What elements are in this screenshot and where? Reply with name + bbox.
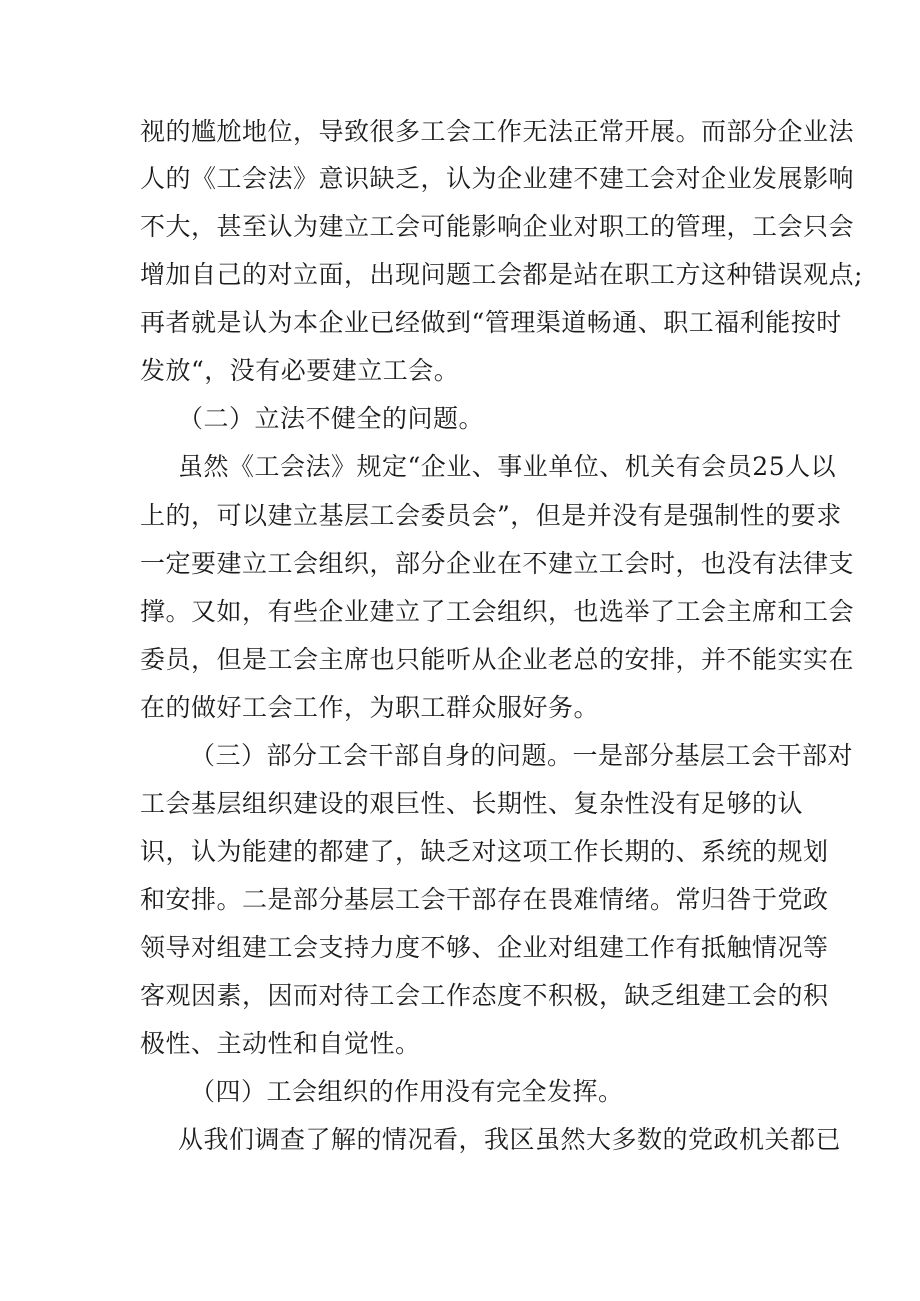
paragraph-line: 人的《工会法》意识缺乏，认为企业建不建工会对企业发展影响 bbox=[140, 164, 855, 193]
paragraph-line: 一定要建立工会组织，部分企业在不建立工会时，也没有法律支 bbox=[140, 549, 855, 578]
paragraph-line: 工会基层组织建设的艰巨性、长期性、复杂性没有足够的认 bbox=[140, 789, 804, 818]
paragraph-line: 从我们调查了解的情况看，我区虽然大多数的党政机关都已 bbox=[178, 1125, 842, 1154]
paragraph-line: 在的做好工会工作，为职工群众服好务。 bbox=[140, 693, 600, 722]
paragraph-line: 发放“，没有必要建立工会。 bbox=[140, 356, 460, 385]
paragraph-line: 识，认为能建的都建了，缺乏对这项工作长期的、系统的规划 bbox=[140, 837, 829, 866]
paragraph-line: 上的，可以建立基层工会委员会”，但是并没有是强制性的要求 bbox=[140, 501, 842, 530]
section-heading: （四）工会组织的作用没有完全发挥。 bbox=[190, 1077, 624, 1106]
section-heading: （三）部分工会干部自身的问题。一是部分基层工会干部对 bbox=[190, 741, 854, 770]
section-heading: （二）立法不健全的问题。 bbox=[178, 404, 485, 433]
paragraph-line: 客观因素，因而对待工会工作态度不积极，缺乏组建工会的积 bbox=[140, 981, 829, 1010]
paragraph-line: 再者就是认为本企业已经做到“管理渠道畅通、职工福利能按时 bbox=[140, 308, 842, 337]
paragraph-line: 委员，但是工会主席也只能听从企业老总的安排，并不能实实在 bbox=[140, 645, 855, 674]
paragraph-line: 领导对组建工会支持力度不够、企业对组建工作有抵触情况等 bbox=[140, 933, 829, 962]
paragraph-line: 极性、主动性和自觉性。 bbox=[140, 1029, 421, 1058]
paragraph-line: 撑。又如，有些企业建立了工会组织，也选举了工会主席和工会 bbox=[140, 597, 855, 626]
paragraph-line: 视的尴尬地位，导致很多工会工作无法正常开展。而部分企业法 bbox=[140, 117, 855, 146]
paragraph-line: 增加自己的对立面，出现问题工会都是站在职工方这种错误观点; bbox=[140, 260, 863, 289]
paragraph-line: 虽然《工会法》规定“企业、事业单位、机关有会员25人以 bbox=[178, 452, 837, 481]
paragraph-line: 和安排。二是部分基层工会干部存在畏难情绪。常归咎于党政 bbox=[140, 885, 829, 914]
paragraph-line: 不大，甚至认为建立工会可能影响企业对职工的管理，工会只会 bbox=[140, 212, 855, 241]
